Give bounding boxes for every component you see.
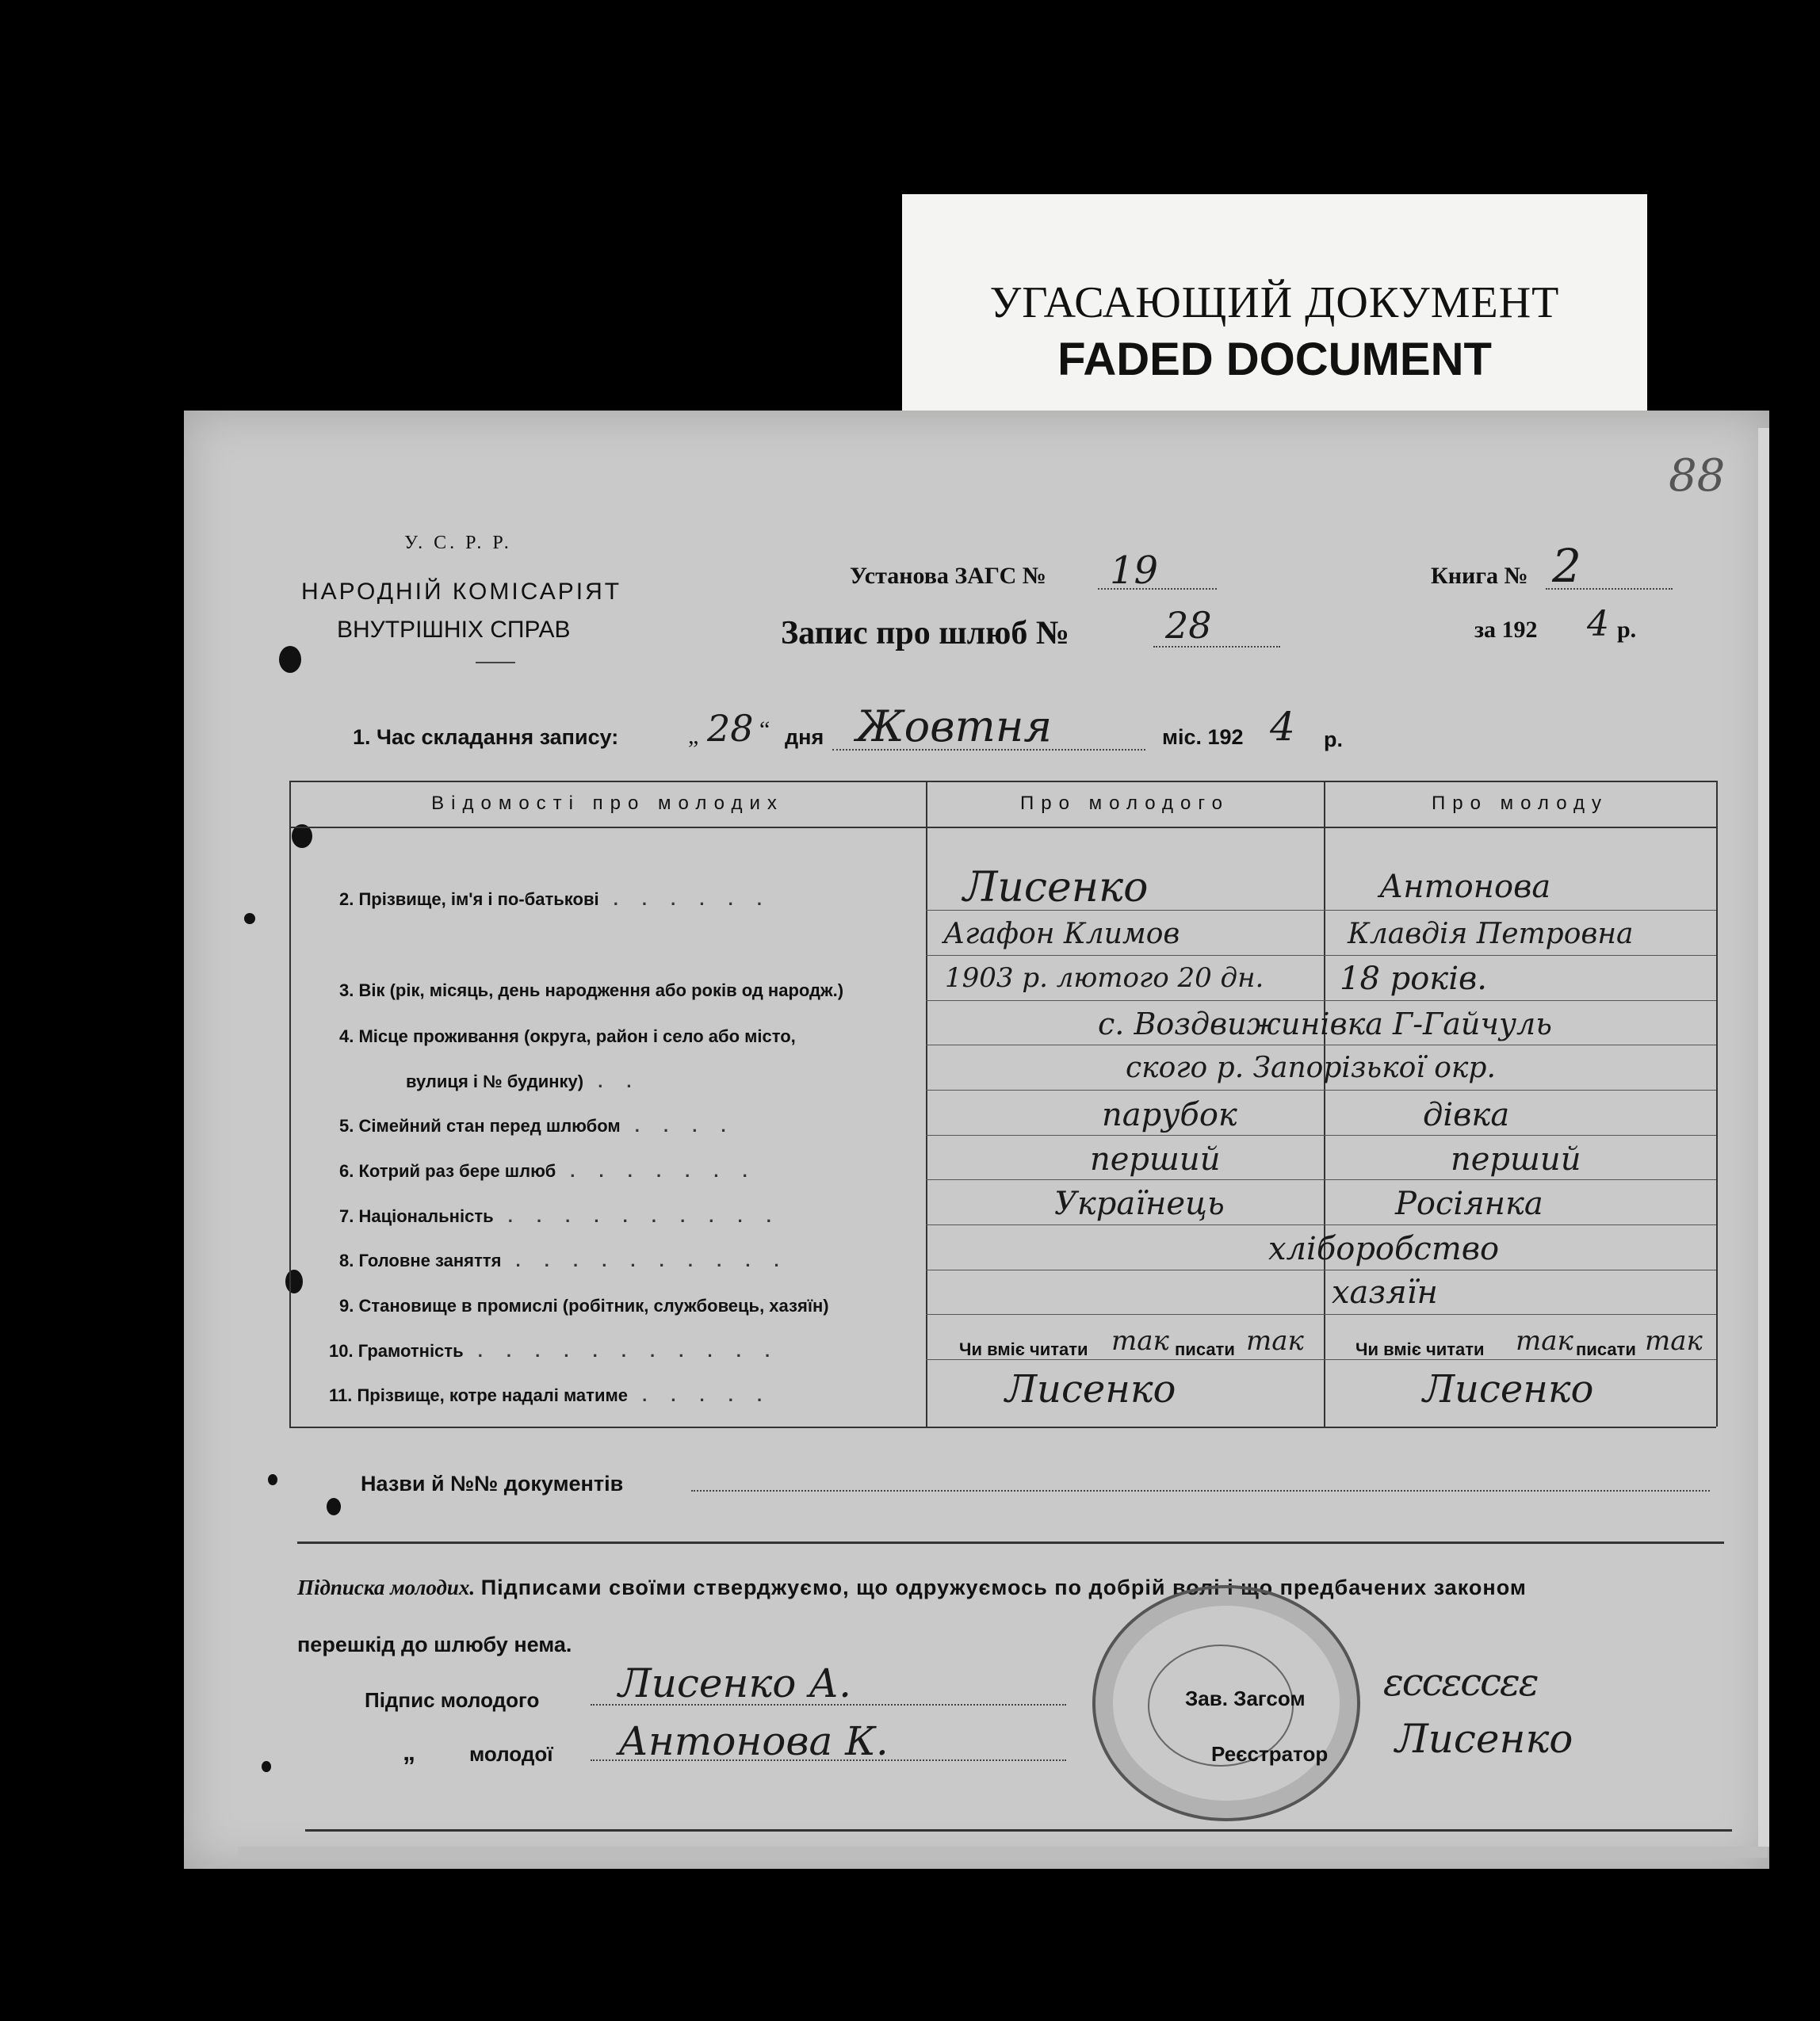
commissariat-line2: ВНУТРІШНІХ СПРАВ <box>337 617 571 643</box>
groom-nationality: Українець <box>1054 1186 1225 1222</box>
documents-label: Назви й №№ документів <box>361 1472 624 1496</box>
groom-write-value: так <box>1246 1325 1304 1357</box>
residence-line2: ского р. Запорізької окр. <box>1126 1052 1496 1084</box>
table-border <box>289 781 1716 782</box>
rule <box>926 1090 1716 1091</box>
rule <box>926 1000 1716 1001</box>
year-label: за 192 <box>1474 617 1538 643</box>
underline <box>1546 588 1673 590</box>
bride-signature: Антонова К. <box>618 1718 889 1764</box>
rule <box>926 955 1716 956</box>
paper-edge <box>1758 428 1769 1847</box>
punch-hole <box>268 1474 277 1485</box>
table-border <box>1324 781 1325 1427</box>
bride-read-label: Чи вміє читати <box>1355 1339 1485 1359</box>
table-border <box>926 781 927 1427</box>
row-label: 10. Грамотність . . . . . . . . . . . <box>329 1341 780 1361</box>
bride-given-names: Клавдія Петровна <box>1348 918 1634 950</box>
punch-hole <box>285 1270 303 1293</box>
faded-title-en: FADED DOCUMENT <box>1057 334 1492 385</box>
groom-surname: Лисенко <box>963 864 1149 911</box>
table-border <box>1716 781 1718 1427</box>
industry-status: хазяїн <box>1332 1274 1438 1311</box>
row-label: 11. Прізвище, котре надалі матиме . . . . . <box>329 1385 772 1405</box>
bride-marriage-count: перший <box>1451 1141 1581 1178</box>
ditto-mark: „ <box>403 1737 415 1766</box>
date-year-digit: 4 <box>1270 704 1295 750</box>
archive-number: 88 <box>1669 450 1726 502</box>
rule <box>926 1135 1716 1136</box>
table-border <box>289 827 1716 828</box>
groom-given-names: Агафон Климов <box>943 918 1180 950</box>
punch-hole <box>279 646 301 673</box>
groom-future-surname: Лисенко <box>1005 1367 1176 1412</box>
declaration-line2: перешкід до шлюбу нема. <box>297 1633 572 1656</box>
divider <box>476 662 515 663</box>
groom-marriage-count: перший <box>1090 1141 1221 1178</box>
paper-edge <box>238 1847 1768 1858</box>
row-label: 2. Прізвище, ім'я і по-батькові . . . . . . <box>339 889 771 909</box>
day-label: дня <box>785 725 824 749</box>
groom-read-value: так <box>1111 1325 1169 1357</box>
row-label: 5. Сімейний стан перед шлюбом . . . . <box>339 1116 736 1136</box>
row-label: 3. Вік (рік, місяць, день народження або років од народж.) <box>339 980 844 1000</box>
bride-read-value: так <box>1516 1325 1573 1357</box>
quote-open: „ <box>688 723 699 749</box>
groom-birth: 1903 р. лютого 20 дн. <box>945 962 1264 994</box>
bride-future-surname: Лисенко <box>1423 1367 1594 1412</box>
rule <box>926 1179 1716 1180</box>
row-label: вулиця і № будинку) . . <box>406 1072 641 1091</box>
book-number: 2 <box>1552 539 1581 593</box>
bride-age: 18 років. <box>1340 961 1487 997</box>
row-label: 8. Головне заняття . . . . . . . . . . <box>339 1251 789 1270</box>
table-border <box>289 1427 1716 1428</box>
date-day: 28 <box>707 707 754 750</box>
row-label: 7. Національність . . . . . . . . . . <box>339 1206 781 1226</box>
year-digit: 4 <box>1587 604 1609 644</box>
groom-signature: Лисенко А. <box>618 1660 852 1706</box>
bride-marital-status: дівка <box>1423 1097 1510 1133</box>
bride-surname: Антонова <box>1379 869 1551 905</box>
groom-marital-status: парубок <box>1102 1097 1237 1133</box>
record-title: Запис про шлюб № <box>781 615 1070 651</box>
year-suffix: р. <box>1617 617 1637 643</box>
punch-hole <box>244 913 255 924</box>
commissariat-line1: НАРОДНІЙ КОМІСАРІЯТ <box>301 579 622 605</box>
underline <box>832 749 1145 751</box>
section-divider <box>297 1542 1724 1544</box>
underline <box>1098 588 1217 590</box>
groom-signature-label: Підпис молодого <box>365 1688 540 1712</box>
column-header: Про молодого <box>1020 793 1229 814</box>
date-label: 1. Час складання запису: <box>353 725 619 749</box>
record-number: 28 <box>1165 604 1212 647</box>
date-suffix: р. <box>1324 728 1343 751</box>
rule <box>926 1224 1716 1225</box>
bride-write-label: писати <box>1576 1339 1636 1359</box>
month-label: міс. 192 <box>1162 725 1244 749</box>
documents-field <box>691 1490 1710 1492</box>
zags-number: 19 <box>1110 548 1159 593</box>
rule <box>926 1314 1716 1315</box>
punch-hole <box>262 1761 271 1772</box>
head-signature: ɛccɛccɛɛ <box>1383 1660 1538 1705</box>
column-header: Відомості про молодих <box>431 793 784 814</box>
table-border <box>289 781 291 1427</box>
quote-close: “ <box>759 716 770 743</box>
bride-nationality: Росіянка <box>1395 1186 1543 1222</box>
row-label: 4. Місце проживання (округа, район і село або місто, <box>339 1026 796 1046</box>
faded-title-ru: УГАСАЮЩИЙ ДОКУМЕНТ <box>989 278 1560 327</box>
punch-hole <box>327 1498 341 1515</box>
bride-write-value: так <box>1645 1325 1703 1357</box>
occupation: хліборобство <box>1268 1231 1500 1267</box>
head-label: Зав. Загсом <box>1185 1687 1306 1710</box>
registrar-label: Реєстратор <box>1211 1742 1329 1766</box>
bride-signature-label: молодої <box>469 1742 553 1766</box>
registrar-signature: Лисенко <box>1395 1716 1573 1762</box>
zags-label: Установа ЗАГС № <box>850 563 1046 589</box>
declaration-line1: Підписка молодих. Підписами своїми стверджуємо, що одружуємось по добрій волі і що предбачених законом <box>297 1576 1527 1599</box>
row-label: 9. Становище в промислі (робітник, службовець, хазяїн) <box>339 1296 829 1316</box>
book-label: Книга № <box>1431 563 1528 589</box>
row-label: 6. Котрий раз бере шлюб . . . . . . . <box>339 1161 757 1181</box>
republic-label: У. С. Р. Р. <box>404 533 512 553</box>
groom-read-label: Чи вміє читати <box>959 1339 1088 1359</box>
underline <box>1153 646 1280 648</box>
column-header: Про молоду <box>1431 793 1609 814</box>
groom-write-label: писати <box>1175 1339 1235 1359</box>
residence-line1: с. Воздвижинівка Г-Гайчуль <box>1098 1007 1552 1041</box>
bottom-divider <box>305 1829 1732 1832</box>
date-month: Жовтня <box>856 701 1053 751</box>
